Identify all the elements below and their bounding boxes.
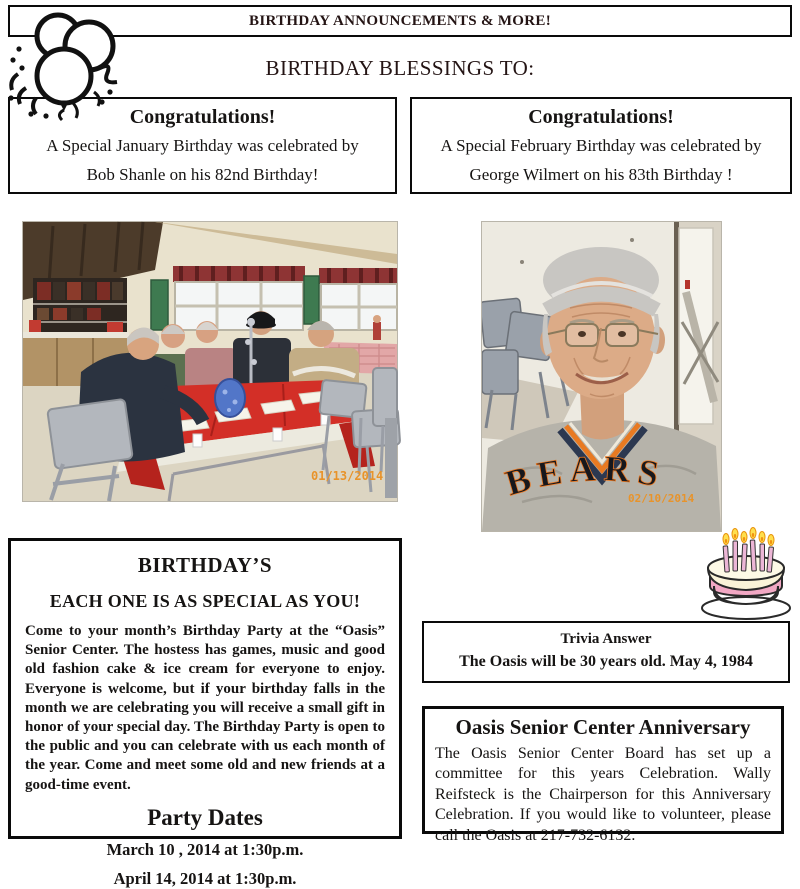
banner-title: BIRTHDAY ANNOUNCEMENTS & MORE! xyxy=(8,5,792,37)
oasis-anniversary-box xyxy=(422,706,784,844)
congrats-line-1: A Special February Birthday was celebrated by xyxy=(440,136,762,155)
george-portrait-photo xyxy=(481,221,722,532)
birthdays-subtitle: EACH ONE IS AS SPECIAL AS YOU! xyxy=(49,591,361,611)
congrats-line-2: George Wilmert on his 83th Birthday ! xyxy=(469,164,733,184)
congrats-line-1: A Special January Birthday was celebrated by xyxy=(46,136,359,155)
balloons-icon xyxy=(4,4,120,122)
party-table-photo xyxy=(22,221,398,502)
party-date-march: March 10 , 2014 at 1:30p.m. xyxy=(106,839,304,859)
shirt-text: BEARS xyxy=(500,448,669,504)
trivia-answer: The Oasis will be 30 years old. May 4, 1984 xyxy=(459,653,753,670)
blessings-heading: BIRTHDAY BLESSINGS TO: xyxy=(265,56,535,80)
congrats-line-2: Bob Shanle on his 82nd Birthday! xyxy=(86,164,319,184)
birthday-cake-icon xyxy=(698,524,794,622)
trivia-answer-box xyxy=(422,621,790,683)
oasis-title: Oasis Senior Center Anniversary xyxy=(455,715,751,739)
birthdays-title: BIRTHDAY’S xyxy=(137,553,273,577)
photo-timestamp: 02/10/2014 xyxy=(628,492,695,505)
birthdays-box xyxy=(8,538,402,888)
party-dates-title: Party Dates xyxy=(147,804,263,830)
party-date-april: April 14, 2014 at 1:30p.m. xyxy=(113,868,297,888)
congrats-title: Congratulations! xyxy=(528,106,674,128)
photo-timestamp: 01/13/2014 xyxy=(311,469,384,483)
congrats-title: Congratulations! xyxy=(129,106,276,128)
birthdays-paragraph: Come to your month’s Birthday Party at the “Oasis” Senior Center. The hostess has games, music and good old fashion cake & ice cream for everyone to enjoy. Everyone is welcome, but if your birthday falls in the month we are celebrating you will receive a small gift in honor of your special day. The Birthday Party is open to the public and you can celebrate with us each month of the year. Come and meet some old and new friends at a good-time event. xyxy=(25,623,385,793)
congrats-box-february xyxy=(410,97,792,194)
trivia-title: Trivia Answer xyxy=(560,631,652,647)
oasis-body: The Oasis Senior Center Board has set up a committee for this years Celebration. Wally Reifsteck is the Chairperson for this Anniversary Celebration. If you would like to volunteer, please call the Oasis at 217-732-6132. xyxy=(435,745,771,844)
